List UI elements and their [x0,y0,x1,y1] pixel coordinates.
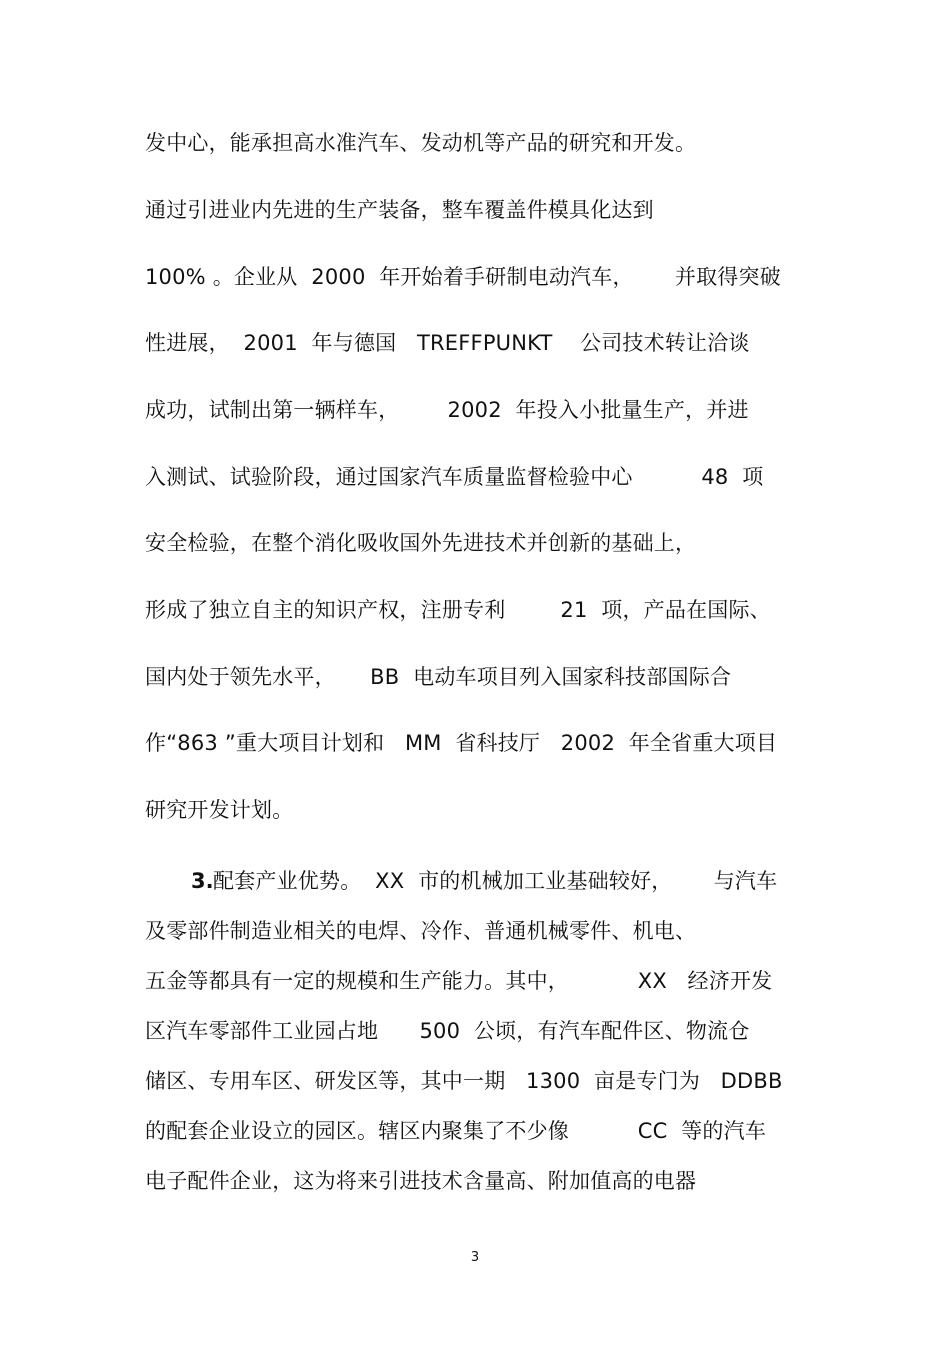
text-line: 五金等都具有一定的规模和生产能力。其中， XX 经济开发 [145,969,773,993]
text-line: 的配套企业设立的园区。辖区内聚集了不少像 CC 等的汽车 [145,1119,767,1143]
section-number: 3. [191,869,214,893]
text-line: 研究开发计划。 [145,798,294,822]
text-line: 发中心，能承担高水准汽车、发动机等产品的研究和开发。 [145,131,697,155]
page-number: 3 [470,1250,480,1265]
text-line: 电子配件企业，这为将来引进技术含量高、附加值高的电器 [145,1169,697,1193]
text-line: 作“863 ”重大项目计划和 MM 省科技厅 2002 年全省重大项目 [145,731,778,755]
text-line: 安全检验，在整个消化吸收国外先进技术并创新的基础上， [145,531,697,555]
text-line: 形成了独立自主的知识产权，注册专利 21 项，产品在国际、 [145,598,771,622]
text-line: 配套产业优势。 XX 市的机械加工业基础较好， 与汽车 [213,869,778,893]
text-line: 国内处于领先水平， BB 电动车项目列入国家科技部国际合 [145,665,732,689]
text-line: 通过引进业内先进的生产装备，整车覆盖件模具化达到 [145,198,654,222]
text-line: 入测试、试验阶段，通过国家汽车质量监督检验中心 48 项 [145,465,764,489]
text-line: 储区、专用车区、研发区等，其中一期 1300 亩是专门为 DDBB [145,1069,783,1093]
text-line: 区汽车零部件工业园占地 500 公顷，有汽车配件区、物流仓 [145,1019,750,1043]
text-line: 100% 。企业从 2000 年开始着手研制电动汽车， 并取得突破 [145,265,781,289]
text-line: 成功，试制出第一辆样车， 2002 年投入小批量生产，并进 [145,398,749,422]
text-line: 性进展， 2001 年与德国 TREFFPUNKT 公司技术转让洽谈 [145,331,750,355]
text-line: 及零部件制造业相关的电焊、冷作、普通机械零件、机电、 [145,919,697,943]
